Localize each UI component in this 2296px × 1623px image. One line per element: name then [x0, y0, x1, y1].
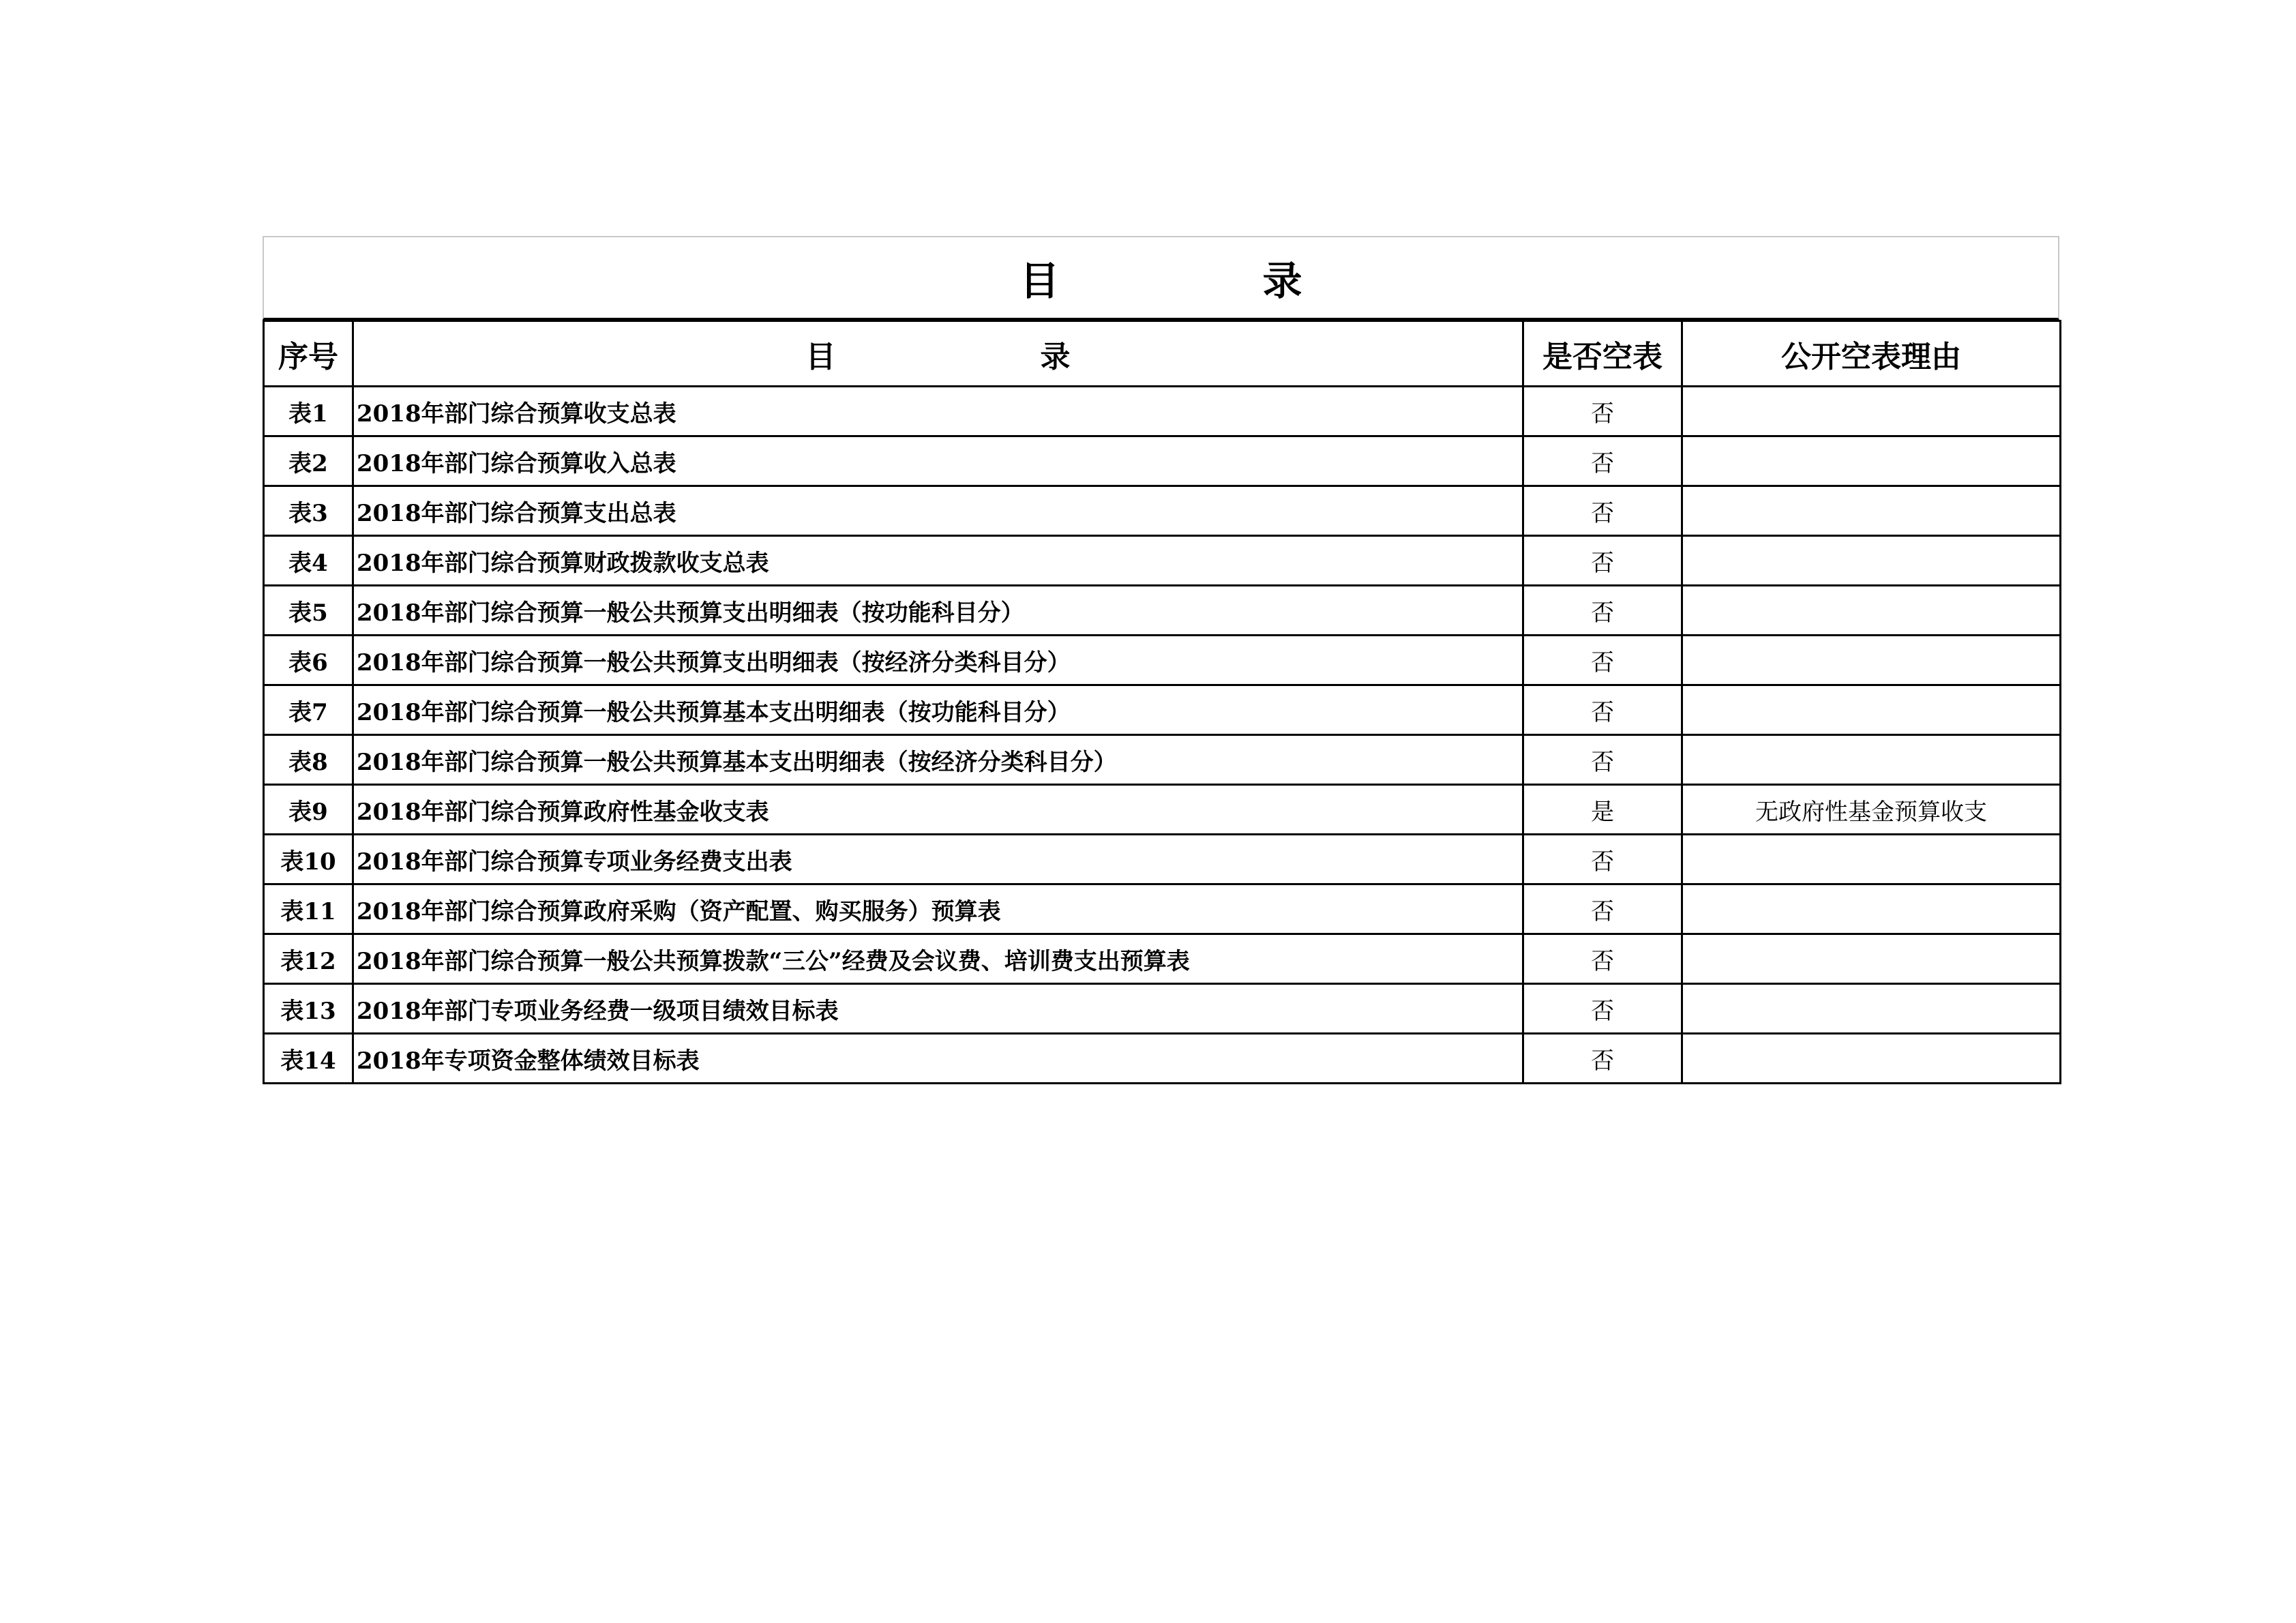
row-reason-cell: [1682, 1034, 2061, 1084]
catalog-table: [263, 320, 2061, 1084]
row-name-cell: 2018年专项资金整体绩效目标表: [353, 1034, 1523, 1084]
table-row: [264, 785, 2061, 835]
row-seq-cell: 表9: [264, 785, 353, 835]
row-name-cell: 2018年部门综合预算收支总表: [353, 387, 1523, 436]
table-row: [264, 884, 2061, 934]
row-seq-cell: 表13: [264, 984, 353, 1034]
row-seq-cell: 表5: [264, 586, 353, 636]
row-name-cell: 2018年部门综合预算收入总表: [353, 436, 1523, 486]
row-name-cell: 2018年部门综合预算政府采购（资产配置、购买服务）预算表: [353, 884, 1523, 934]
row-is-empty-cell: 否: [1523, 735, 1682, 785]
row-name-cell: 2018年部门专项业务经费一级项目绩效目标表: [353, 984, 1523, 1034]
row-seq-cell: 表14: [264, 1034, 353, 1084]
row-reason-cell: [1682, 934, 2061, 984]
row-is-empty-cell: 是: [1523, 785, 1682, 835]
page-title: 目 录: [1019, 258, 1384, 304]
row-is-empty-cell: 否: [1523, 636, 1682, 685]
table-body: [264, 387, 2061, 1084]
table-row: [264, 586, 2061, 636]
row-is-empty-cell: 否: [1523, 1034, 1682, 1084]
row-seq-cell: 表2: [264, 436, 353, 486]
table-row: [264, 636, 2061, 685]
table-row: [264, 436, 2061, 486]
row-name-cell: 2018年部门综合预算财政拨款收支总表: [353, 536, 1523, 586]
row-is-empty-cell: 否: [1523, 387, 1682, 436]
row-is-empty-cell: 否: [1523, 934, 1682, 984]
header-row: [264, 321, 2061, 387]
title-band: [263, 236, 2059, 320]
row-reason-cell: [1682, 536, 2061, 586]
row-is-empty-cell: 否: [1523, 835, 1682, 884]
header-title: [353, 321, 1523, 387]
row-name-cell: 2018年部门综合预算一般公共预算支出明细表（按功能科目分）: [353, 586, 1523, 636]
row-name-cell: 2018年部门综合预算一般公共预算基本支出明细表（按经济分类科目分）: [353, 735, 1523, 785]
header-reason: 公开空表理由: [1682, 321, 2061, 387]
row-is-empty-cell: 否: [1523, 586, 1682, 636]
table-row: [264, 984, 2061, 1034]
row-reason-cell: [1682, 387, 2061, 436]
row-reason-cell: [1682, 884, 2061, 934]
row-name-cell: 2018年部门综合预算专项业务经费支出表: [353, 835, 1523, 884]
row-reason-cell: [1682, 835, 2061, 884]
header-seq: 序号: [264, 321, 353, 387]
table-row: [264, 387, 2061, 436]
row-name-cell: 2018年部门综合预算政府性基金收支表: [353, 785, 1523, 835]
row-is-empty-cell: 否: [1523, 436, 1682, 486]
table-row: [264, 835, 2061, 884]
row-is-empty-cell: 否: [1523, 486, 1682, 536]
row-reason-cell: [1682, 636, 2061, 685]
table-row: [264, 685, 2061, 735]
row-seq-cell: 表1: [264, 387, 353, 436]
row-is-empty-cell: 否: [1523, 984, 1682, 1034]
row-name-cell: 2018年部门综合预算一般公共预算拨款“三公”经费及会议费、培训费支出预算表: [353, 934, 1523, 984]
table-row: [264, 735, 2061, 785]
row-name-cell: 2018年部门综合预算一般公共预算支出明细表（按经济分类科目分）: [353, 636, 1523, 685]
catalog-sheet: [263, 236, 2059, 1084]
row-is-empty-cell: 否: [1523, 884, 1682, 934]
row-seq-cell: 表3: [264, 486, 353, 536]
row-reason-cell: [1682, 486, 2061, 536]
header-is-empty: 是否空表: [1523, 321, 1682, 387]
row-seq-cell: 表6: [264, 636, 353, 685]
row-name-cell: 2018年部门综合预算一般公共预算基本支出明细表（按功能科目分）: [353, 685, 1523, 735]
row-reason-cell: 无政府性基金预算收支: [1682, 785, 2061, 835]
row-seq-cell: 表11: [264, 884, 353, 934]
table-row: [264, 486, 2061, 536]
row-seq-cell: 表12: [264, 934, 353, 984]
table-row: [264, 934, 2061, 984]
row-is-empty-cell: 否: [1523, 536, 1682, 586]
table-row: [264, 536, 2061, 586]
header-title-label: 目录: [805, 339, 1275, 374]
row-name-cell: 2018年部门综合预算支出总表: [353, 486, 1523, 536]
row-seq-cell: 表7: [264, 685, 353, 735]
table-row: [264, 1034, 2061, 1084]
row-seq-cell: 表10: [264, 835, 353, 884]
row-seq-cell: 表4: [264, 536, 353, 586]
row-reason-cell: [1682, 586, 2061, 636]
row-reason-cell: [1682, 685, 2061, 735]
row-reason-cell: [1682, 436, 2061, 486]
row-seq-cell: 表8: [264, 735, 353, 785]
row-reason-cell: [1682, 735, 2061, 785]
row-is-empty-cell: 否: [1523, 685, 1682, 735]
row-reason-cell: [1682, 984, 2061, 1034]
